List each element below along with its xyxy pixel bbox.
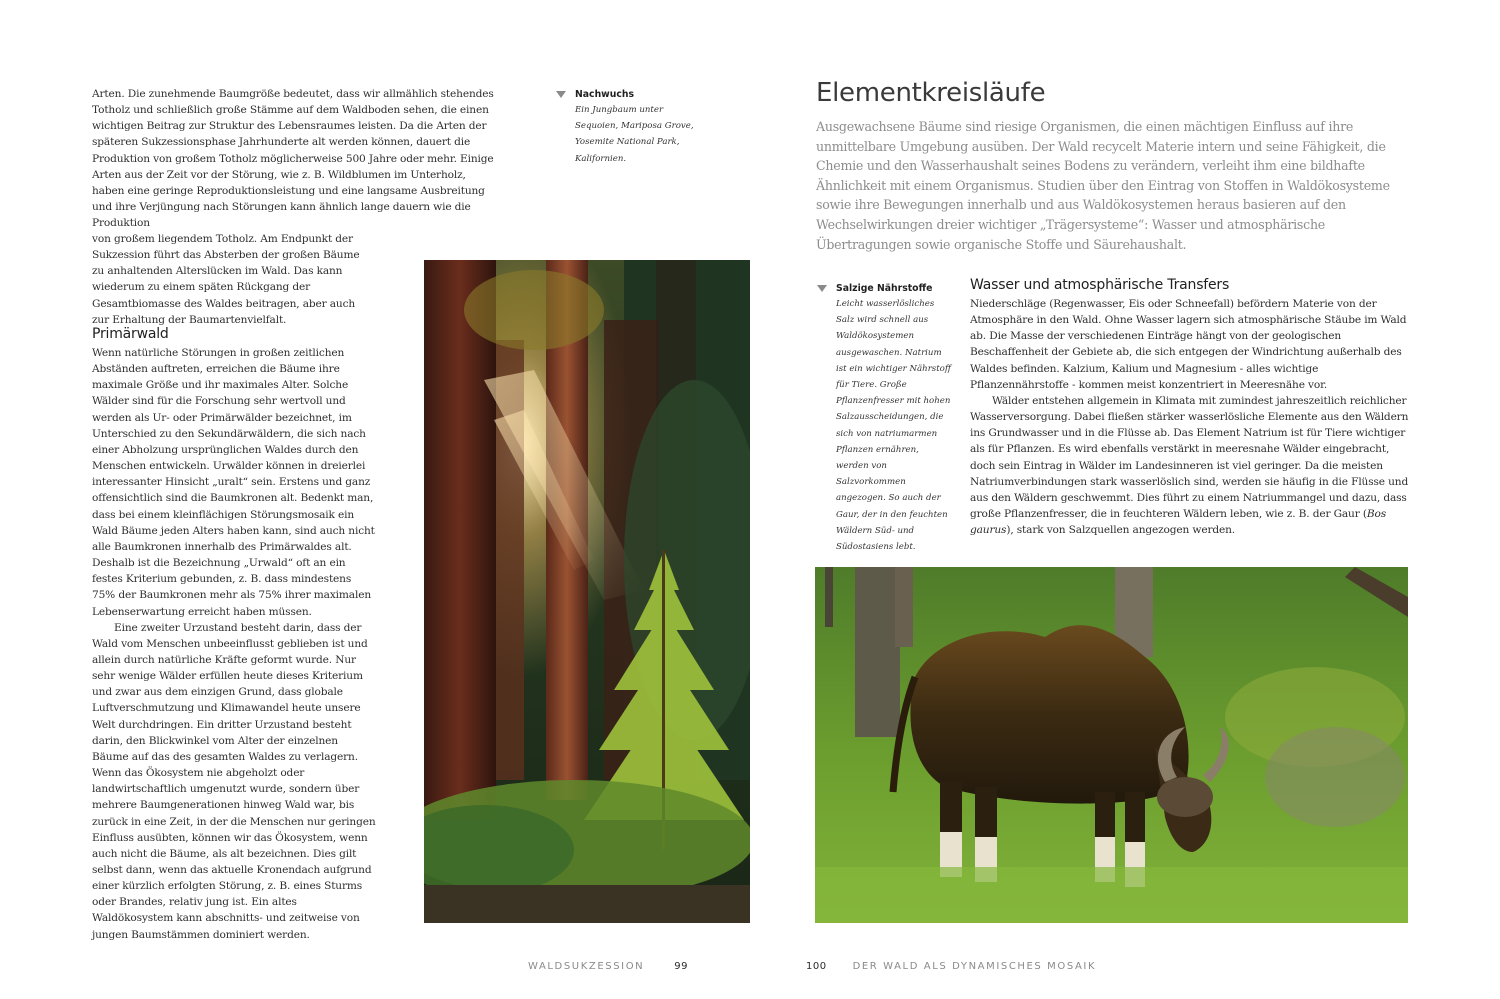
chapter-title: Elementkreisläufe bbox=[816, 78, 1046, 108]
paragraph: Arten. Die zunehmende Baumgröße bedeutet, dass wir allmählich stehendes Totholz und schließlich große Stämme auf dem Waldboden sehen, die einen wichtigen Beitrag zur Struktur des Lebensraumes leisten. Da die Arten der späteren Sukzessionsphase Jahrhunderte alt werden können, dauert die Produktion von großem Totholz möglicherweise 500 Jahre oder mehr. Einige Arten aus der Zeit vor der Störung, wie z. B. Wildblumen im Unterholz, haben eine geringe Reproduktionsleistung und eine langsame Ausbreitung und ihre Verjüngung nach Störungen kann ähnlich lange dauern wie die Produktion bbox=[92, 88, 494, 230]
species-name: Bos gaurus bbox=[970, 508, 1386, 537]
page-number: 100 bbox=[806, 961, 827, 972]
forest-illustration bbox=[424, 260, 750, 923]
section-heading-primaerwald: Primärwald bbox=[92, 326, 169, 342]
primaerwald-body bbox=[92, 345, 377, 943]
running-head: DER WALD ALS DYNAMISCHES MOSAIK bbox=[852, 961, 1097, 972]
text-run: ), stark von Salzquellen angezogen werden. bbox=[1006, 524, 1236, 537]
caption-pointer-icon bbox=[817, 285, 827, 292]
gaur-illustration bbox=[815, 567, 1408, 923]
paragraph bbox=[970, 393, 1410, 538]
caption-text: Leicht wasserlösliches Salz wird schnell aus Waldökosystemen ausgewaschen. Natrium ist ein wichtiger Nährstoff für Tiere. Große Pflanzenfresser mit hohen Salzausscheidungen, die sich von natriumarmen Pflanzen ernähren, werden von Salzvorkommen angezogen. So auch der Gaur, der in den feuchten Wäldern Süd- und Südostasiens lebt. bbox=[836, 299, 951, 553]
section-heading-wasser: Wasser und atmosphärische Transfers bbox=[970, 277, 1230, 293]
caption-pointer-icon bbox=[556, 91, 566, 98]
paragraph: Eine zweiter Urzustand besteht darin, dass der Wald vom Menschen unbeeinflusst geblieben ist und allein durch natürliche Kräfte geformt wurde. Nur sehr wenige Wälder erfüllen heute dieses Kriterium und zwar aus dem einzigen Grund, dass globale Luftverschmutzung und Klimawandel heute unsere Welt durchdringen. Ein dritter Urzustand besteht darin, den Blickwinkel vom Alter der einzelnen Bäume auf das des gesamten Waldes zu verlagern. Wenn das Ökosystem nie abgeholzt oder landwirtschaftlich umgenutzt wurde, sondern über mehrere Baumgenerationen hinweg Wald war, bis zurück in eine Zeit, in der die Menschen nur geringen Einfluss ausübten, können wir das Ökosystem, wenn auch nicht die Bäume, als alt bezeichnen. Dies gilt selbst dann, wenn das aktuelle Kronendach aufgrund einer kürzlich erfolgten Störung, z. B. eines Sturms oder Brandes, relativ jung ist. Ein altes Waldökosystem kann abschnitts- und zeitweise von jungen Baumstämmen dominiert werden. bbox=[92, 621, 376, 941]
photo-caption-nachwuchs bbox=[575, 88, 700, 167]
intro-paragraph-wide bbox=[92, 86, 494, 231]
paragraph: Wenn natürliche Störungen in großen zeitlichen Abständen auftreten, erreichen die Bäume ihre maximale Größe und ihr maximales Alter. Solche Wälder sind für die Forschung sehr wertvoll und werden als Ur- oder Primärwälder bezeichnet, im Unterschied zu den Sekundärwäldern, die sich nach einer Abholzung ursprünglichen Waldes durch den Menschen entwickeln. Urwälder können in dreierlei interessanter Hinsicht „uralt“ sein. Erstens und ganz offensichtlich sind die Baumkronen alt. Bedenkt man, dass bei einem kleinflächigen Störungsmosaik ein Wald Bäume jeden Alters haben kann, sind auch nicht alle Baumkronen innerhalb des Primärwaldes alt. Deshalb ist die Bezeichnung „Urwald“ oft an ein festes Kriterium gebunden, z. B. dass mindestens 75% der Baumkronen mehr als 75% ihrer maximalen Lebenserwartung erreicht haben müssen. bbox=[92, 347, 375, 618]
text-run: Wälder entstehen allgemein in Klimata mit zumindest jahreszeitlich reichlicher Wasserversorgung. Dabei fließen stärker wasserlösliche Elemente aus den Wäldern ins Grundwasser und in die Flüsse ab. Das Element Natrium ist für Tiere wichtiger als für Pflanzen. Es wird ebenfalls verstärkt in meeresnahe Wälder eingebracht, doch sein Eintrag in Wälder im Landesinneren ist viel geringer. Da die meisten Natriumverbindungen stark wasserlöslich sind, werden sie häufig in die Flüsse und aus den Wäldern geschwemmt. Dies führt zu einem Natriummangel und dazu, dass große Pflanzenfresser, die in feuchteren Wäldern leben, wie z. B. der Gaur ( bbox=[970, 394, 1409, 521]
wasser-body bbox=[970, 296, 1410, 538]
caption-text: Ein Jungbaum unter Sequoien, Mariposa Grove, Yosemite National Park, Kalifornien. bbox=[575, 105, 694, 164]
intro-paragraph-narrow bbox=[92, 231, 374, 328]
running-head: WALDSUKZESSION bbox=[528, 961, 645, 972]
caption-title: Salzige Nährstoffe bbox=[836, 283, 933, 294]
paragraph: Niederschläge (Regenwasser, Eis oder Schneefall) befördern Materie von der Atmosphäre in den Wald. Ohne Wasser lagern sich atmosphärische Stäube im Wald ab. Die Masse der verschiedenen Einträge hängt von der geologischen Beschaffenheit der Gebiete ab, die sich entgegen der Windrichtung außerhalb des Waldes befinden. Kalzium, Kalium und Magnesium - alles wichtige Pflanzennährstoffe - kommen meist konzentriert in Meeresnähe vor. bbox=[970, 298, 1407, 391]
paragraph: von großem liegendem Totholz. Am Endpunkt der Sukzession führt das Absterben der großen Bäume zu anhaltenden Alterslücken im Wald. Das kann wiederum zu einem späten Rückgang der Gesamtbiomasse des Waldes beitragen, aber auch zur Erhaltung der Baumartenvielfalt. bbox=[92, 233, 360, 326]
gaur-photo bbox=[815, 567, 1408, 923]
footer-right bbox=[806, 961, 1096, 972]
caption-title: Nachwuchs bbox=[575, 89, 635, 100]
sequoia-forest-photo bbox=[424, 260, 750, 923]
footer-left bbox=[528, 961, 688, 972]
lead-paragraph: Ausgewachsene Bäume sind riesige Organismen, die einen mächtigen Einfluss auf ihre unmittelbare Umgebung ausüben. Der Wald recycelt Materie intern und seine Fähigkeit, die Chemie und den Wasserhaushalt seines Bodens zu verändern, verleiht ihm eine bildhafte Ähnlichkeit mit einem Organismus. Studien über den Eintrag von Stoffen in Waldökosysteme sowie ihre Bewegungen innerhalb und aus Waldökosystemen heraus basieren auf den Wechselwirkungen dreier wichtiger „Trägersysteme“: Wasser und atmosphärische Übertragungen sowie organische Stoffe und Säurehaushalt. bbox=[816, 119, 1390, 252]
photo-caption-salzige-naehrstoffe bbox=[836, 282, 954, 555]
page-number: 99 bbox=[674, 961, 688, 972]
